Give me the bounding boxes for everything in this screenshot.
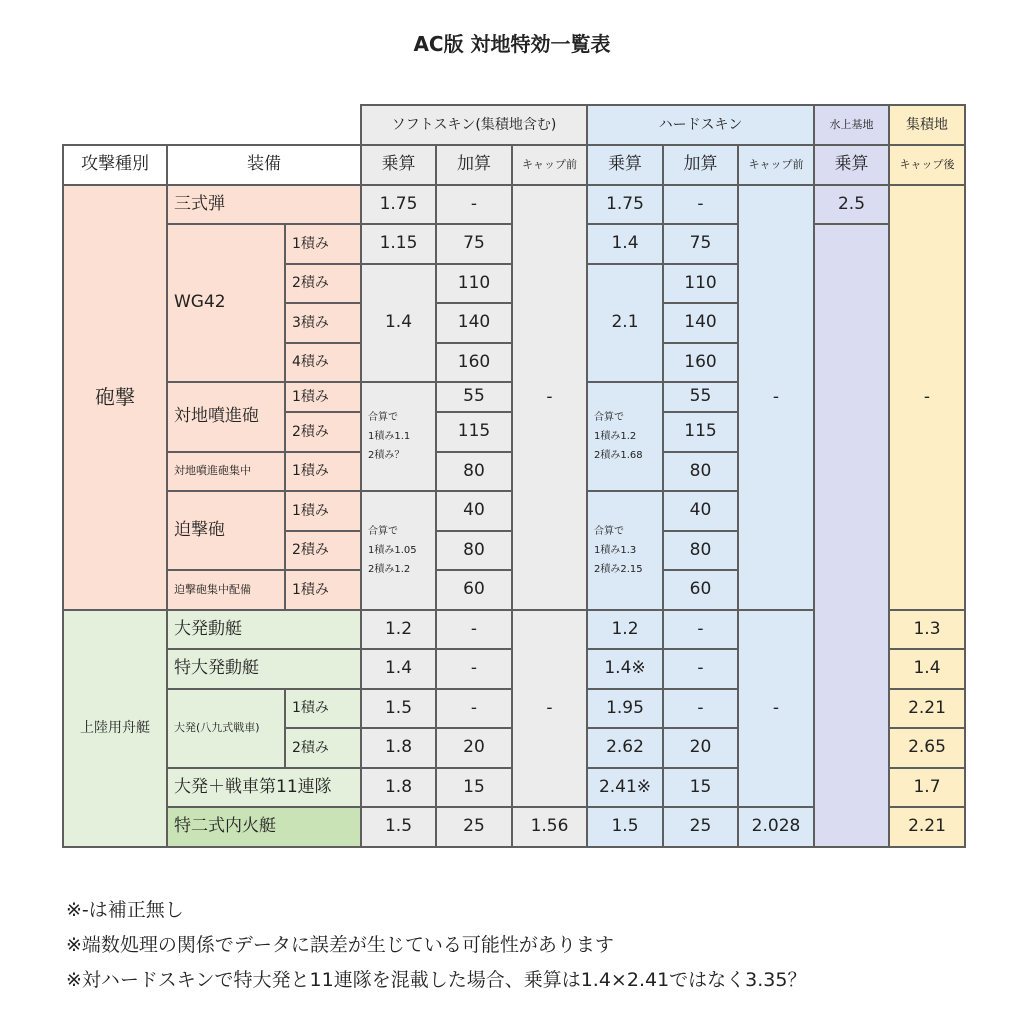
soft-combined-note: 合算で 1積み1.05 2積み1.2 bbox=[361, 491, 436, 610]
hard-mul-header: 乗算 bbox=[587, 145, 663, 185]
value-cell: - bbox=[663, 689, 738, 728]
stack-cell: 1積み bbox=[285, 224, 361, 264]
hard-skin-group-header: ハードスキン bbox=[587, 105, 814, 145]
stack-cell: 3積み bbox=[285, 303, 361, 343]
hard-add-header: 加算 bbox=[663, 145, 738, 185]
stack-cell: 1積み bbox=[285, 689, 361, 728]
value-cell: 2.21 bbox=[889, 689, 965, 728]
value-cell: 1.4 bbox=[587, 224, 663, 264]
value-cell: 20 bbox=[663, 728, 738, 768]
value-cell: 60 bbox=[436, 570, 512, 610]
value-cell: 140 bbox=[436, 303, 512, 343]
stack-cell: 1積み bbox=[285, 452, 361, 491]
shelling-category-cell: 砲撃 bbox=[63, 185, 167, 610]
value-cell: 1.4 bbox=[361, 264, 436, 382]
value-cell: 55 bbox=[663, 382, 738, 412]
value-cell: 160 bbox=[663, 343, 738, 382]
value-cell: 2.028 bbox=[738, 807, 814, 847]
equip-sanshiki: 三式弾 bbox=[167, 185, 361, 224]
stack-cell: 2積み bbox=[285, 728, 361, 768]
value-cell: 25 bbox=[436, 807, 512, 847]
soft-mul-header: 乗算 bbox=[361, 145, 436, 185]
equip-hakugeki-concentrated: 迫撃砲集中配備 bbox=[167, 570, 285, 610]
depot-postcap-header: キャップ後 bbox=[889, 145, 965, 185]
equip-tokuni: 特二式内火艇 bbox=[167, 807, 361, 847]
equip-wg42: WG42 bbox=[167, 224, 285, 382]
value-cell: 1.5 bbox=[361, 689, 436, 728]
value-cell: 1.8 bbox=[361, 768, 436, 807]
value-cell: 1.4 bbox=[889, 649, 965, 689]
value-cell: - bbox=[436, 610, 512, 649]
value-cell: - bbox=[436, 185, 512, 224]
depot-group-header: 集積地 bbox=[889, 105, 965, 145]
value-cell: 1.4※ bbox=[587, 649, 663, 689]
value-cell: 2.65 bbox=[889, 728, 965, 768]
value-cell: 75 bbox=[436, 224, 512, 264]
value-cell: 110 bbox=[663, 264, 738, 303]
stack-cell: 2積み bbox=[285, 412, 361, 452]
water-mul-header: 乗算 bbox=[814, 145, 889, 185]
value-cell: 1.95 bbox=[587, 689, 663, 728]
value-cell: 40 bbox=[436, 491, 512, 531]
soft-combined-note: 合算で 1積み1.1 2積み？ bbox=[361, 382, 436, 491]
stack-cell: 4積み bbox=[285, 343, 361, 382]
value-cell: 1.56 bbox=[512, 807, 587, 847]
page-title: AC版 対地特効一覧表 bbox=[413, 32, 611, 56]
value-cell: 2.1 bbox=[587, 264, 663, 382]
equipment-header: 装備 bbox=[167, 145, 361, 185]
value-cell: 115 bbox=[663, 412, 738, 452]
value-cell: 15 bbox=[663, 768, 738, 807]
landing-soft-precap-cell: - bbox=[512, 610, 587, 807]
equip-type89: 大発(八九式戦車) bbox=[167, 689, 285, 768]
hard-combined-note: 合算で 1積み1.2 2積み1.68 bbox=[587, 382, 663, 491]
water-base-group-header: 水上基地 bbox=[814, 105, 889, 145]
value-cell: 1.2 bbox=[361, 610, 436, 649]
equip-funshin: 対地噴進砲 bbox=[167, 382, 285, 452]
table-row bbox=[63, 185, 965, 224]
landing-category-cell: 上陸用舟艇 bbox=[63, 610, 167, 847]
hard-precap-header: キャップ前 bbox=[738, 145, 814, 185]
landing-hard-precap-cell: - bbox=[738, 610, 814, 807]
value-cell: 1.5 bbox=[587, 807, 663, 847]
value-cell: 1.2 bbox=[587, 610, 663, 649]
value-cell: 60 bbox=[663, 570, 738, 610]
value-cell: 55 bbox=[436, 382, 512, 412]
value-cell: 160 bbox=[436, 343, 512, 382]
value-cell: 40 bbox=[663, 491, 738, 531]
stack-cell: 2積み bbox=[285, 531, 361, 570]
value-cell: 2.62 bbox=[587, 728, 663, 768]
note-line: ※端数処理の関係でデータに誤差が生じている可能性があります bbox=[66, 934, 614, 956]
value-cell: - bbox=[663, 185, 738, 224]
equip-tokudai: 特大発動艇 bbox=[167, 649, 361, 689]
value-cell: 1.5 bbox=[361, 807, 436, 847]
value-cell: 1.3 bbox=[889, 610, 965, 649]
equip-daihatsu: 大発動艇 bbox=[167, 610, 361, 649]
stack-cell: 1積み bbox=[285, 570, 361, 610]
soft-precap-header: キャップ前 bbox=[512, 145, 587, 185]
value-cell: 80 bbox=[663, 452, 738, 491]
water-empty-cell bbox=[814, 224, 889, 847]
value-cell: 115 bbox=[436, 412, 512, 452]
stack-cell: 2積み bbox=[285, 264, 361, 303]
value-cell: 1.8 bbox=[361, 728, 436, 768]
value-cell: - bbox=[436, 649, 512, 689]
value-cell: 15 bbox=[436, 768, 512, 807]
value-cell: 1.75 bbox=[361, 185, 436, 224]
stack-cell: 1積み bbox=[285, 491, 361, 531]
value-cell: 2.41※ bbox=[587, 768, 663, 807]
value-cell: 1.75 bbox=[587, 185, 663, 224]
shelling-soft-precap-cell: - bbox=[512, 185, 587, 610]
shelling-hard-precap-cell: - bbox=[738, 185, 814, 610]
note-line: ※対ハードスキンで特大発と11連隊を混載した場合、乗算は1.4×2.41ではなく3.35？ bbox=[66, 969, 807, 991]
group-header-row bbox=[63, 105, 965, 145]
value-cell: 1.15 bbox=[361, 224, 436, 264]
hard-combined-note: 合算で 1積み1.3 2積み2.15 bbox=[587, 491, 663, 610]
stack-cell: 1積み bbox=[285, 382, 361, 412]
column-header-row bbox=[63, 145, 965, 185]
value-cell: 140 bbox=[663, 303, 738, 343]
equip-reg11: 大発＋戦車第11連隊 bbox=[167, 768, 361, 807]
value-cell: 80 bbox=[436, 452, 512, 491]
value-cell: 80 bbox=[663, 531, 738, 570]
value-cell: - bbox=[436, 689, 512, 728]
attack-type-header: 攻撃種別 bbox=[63, 145, 167, 185]
value-cell: 2.5 bbox=[814, 185, 889, 224]
value-cell: - bbox=[663, 649, 738, 689]
notes bbox=[66, 893, 806, 998]
shelling-depot-cell: - bbox=[889, 185, 965, 610]
special-attack-table bbox=[62, 104, 966, 848]
soft-skin-group-header: ソフトスキン(集積地含む) bbox=[361, 105, 587, 145]
equip-hakugeki: 迫撃砲 bbox=[167, 491, 285, 570]
equip-funshin-concentrated: 対地噴進砲集中 bbox=[167, 452, 285, 491]
value-cell: 1.4 bbox=[361, 649, 436, 689]
note-line: ※-は補正無し bbox=[66, 899, 184, 921]
value-cell: 75 bbox=[663, 224, 738, 264]
value-cell: - bbox=[663, 610, 738, 649]
value-cell: 1.7 bbox=[889, 768, 965, 807]
soft-add-header: 加算 bbox=[436, 145, 512, 185]
value-cell: 2.21 bbox=[889, 807, 965, 847]
value-cell: 20 bbox=[436, 728, 512, 768]
value-cell: 110 bbox=[436, 264, 512, 303]
value-cell: 25 bbox=[663, 807, 738, 847]
value-cell: 80 bbox=[436, 531, 512, 570]
